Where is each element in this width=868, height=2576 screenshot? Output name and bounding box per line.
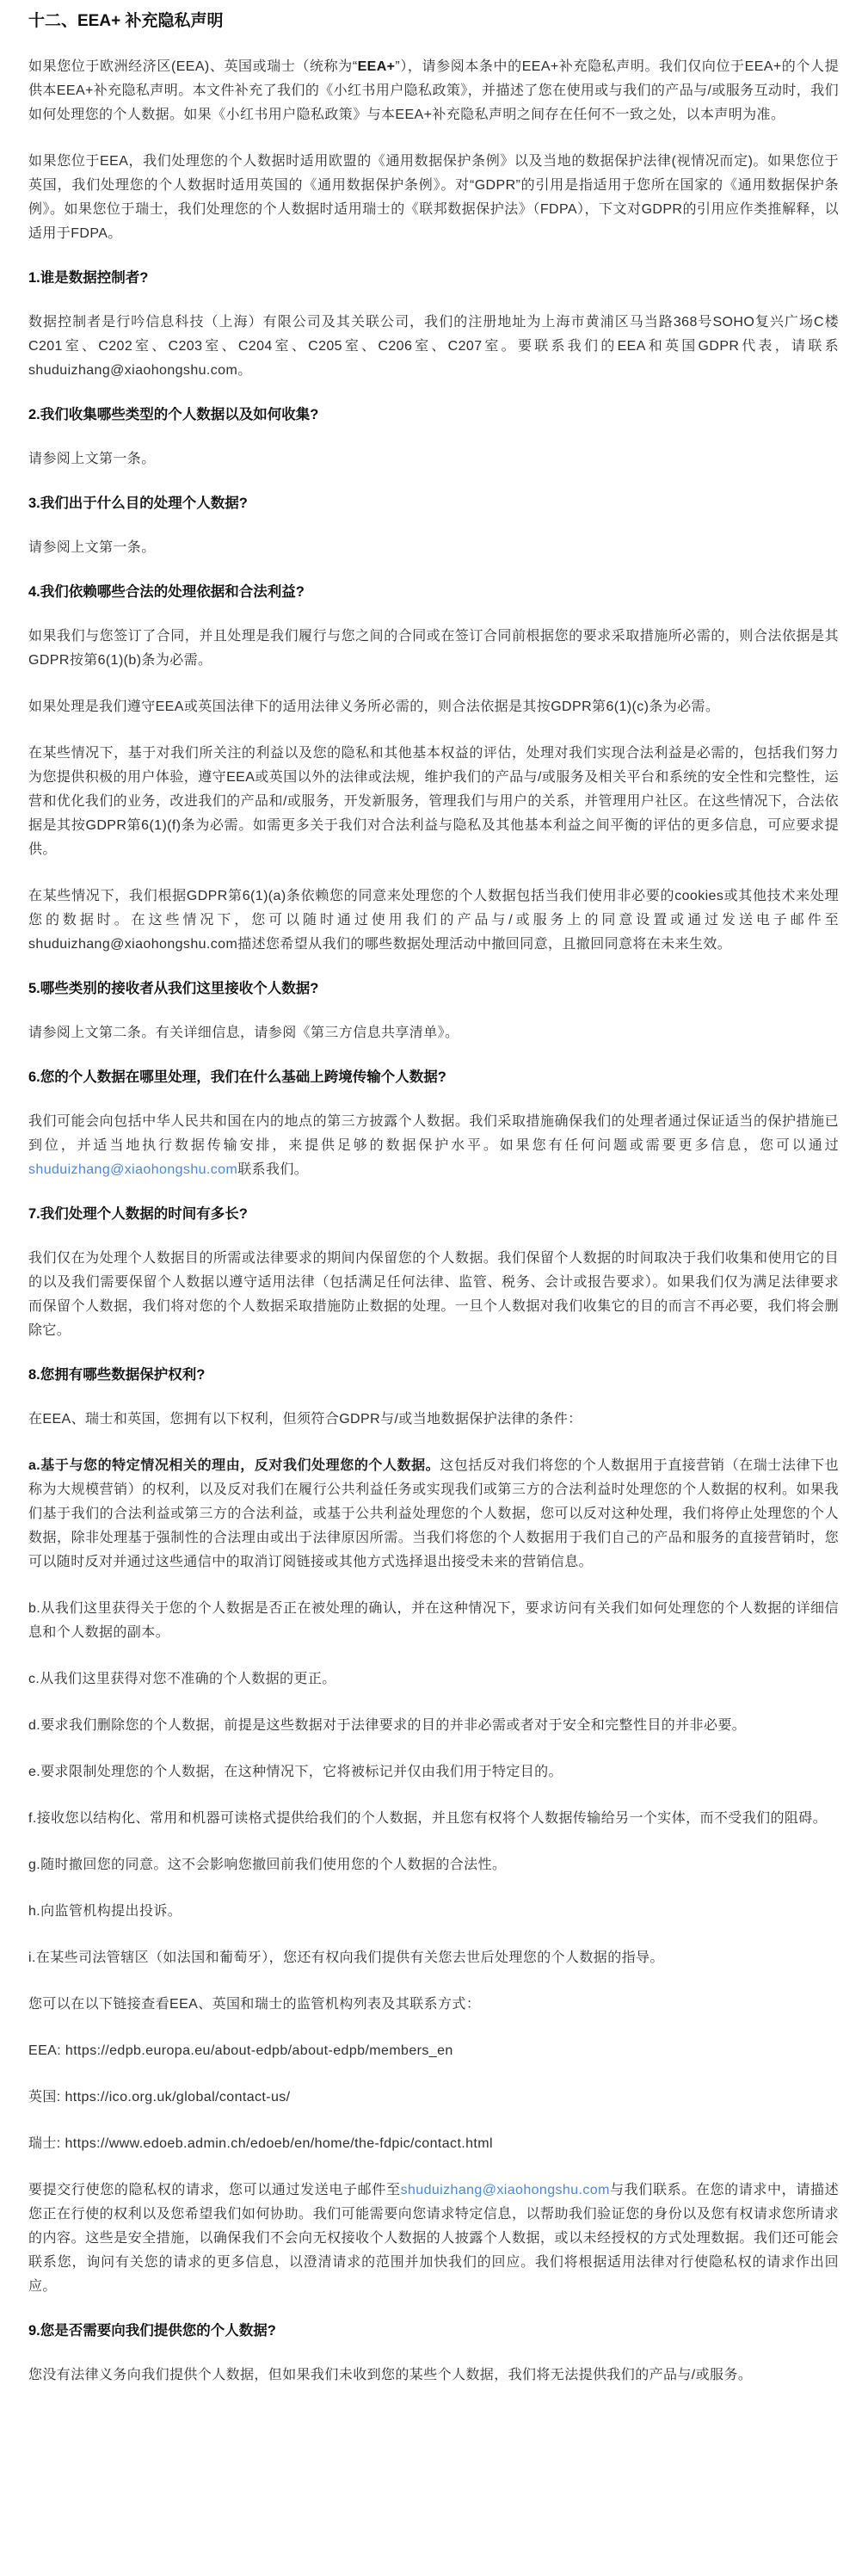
text-run: 8.您拥有哪些数据保护权利? — [28, 1367, 206, 1383]
paragraph — [28, 150, 839, 246]
text-run: 在某些情况下，基于对我们所关注的利益以及您的隐私和其他基本权益的评估，处理对我们实现合法利益是必需的，包括我们努力为您提供积极的用户体验，遵守EEA或英国以外的法律或法规，维护我们的产品与/或服务及相关平台和系统的安全性和完整性，运营和优化我们的业务，改进我们的产品和/或服务，开发新服务，管理我们与用户的关系，并管理用户社区。在这些情况下，合法依据是其按GDPR第6(1)(f)条为必需。如需更多关于我们对合法利益与隐私及其他基本利益之间平衡的评估的更多信息，可应要求提供。 — [28, 746, 839, 857]
bold-text: EEA+ — [357, 59, 396, 74]
text-run: 如果处理是我们遵守EEA或英国法律下的适用法律义务所必需的，则合法依据是其按GDPR第6(1)(c)条为必需。 — [28, 699, 720, 714]
section-heading — [28, 268, 839, 288]
paragraph — [28, 2363, 839, 2388]
text-run: 7.我们处理个人数据的时间有多长? — [28, 1206, 248, 1222]
text-run: 这包括反对我们将您的个人数据用于直接营销（在瑞士法律下也称为大规模营销）的权利，以及反对我们在履行公共利益任务或实现我们或第三方的合法利益时处理您的个人数据的权利。如果我们基于我们的合法利益或第三方的合法利益，或基于公共利益处理您的个人数据，您可以反对这种处理，我们将停止处理您的个人数据，除非处理基于强制性的合法理由或出于法律原因所需。当我们将您的个人数据用于我们自己的产品和服务的直接营销时，您可以随时反对并通过这些通信中的取消订阅链接或其他方式选择退出接受未来的营销信息。 — [28, 1458, 839, 1569]
paragraph — [28, 1946, 839, 1970]
text-run: 如果您位于EEA，我们处理您的个人数据时适用欧盟的《通用数据保护条例》以及当地的数据保护法律(视情况而定)。如果您位于英国，我们处理您的个人数据时适用英国的《通用数据保护条例》。对“GDPR”的引用是指适用于您所在国家的《通用数据保护条例》。如果您位于瑞士，我们处理您的个人数据时适用瑞士的《联邦数据保护法》（FDPA），下文对GDPR的引用应作类推解释，以适用于FDPA。 — [28, 154, 839, 241]
paragraph — [28, 1760, 839, 1784]
text-run: 请参阅上文第一条。 — [28, 452, 156, 466]
text-run: ”），请参阅本条中的EEA+补充隐私声明。我们仅向位于EEA+的个人提供本EEA+补充隐私声明。本文件补充了我们的《小红书用户隐私政策》，并描述了您在使用或与我们的产品与/或服务互动时，我们如何处理您的个人数据。如果《小红书用户隐私政策》与本EEA+补充隐私声明之间存在任何不一致之处，以本声明为准。 — [28, 59, 839, 122]
email-link[interactable]: shuduizhang@xiaohongshu.com — [400, 2183, 610, 2197]
text-run: i.在某些司法管辖区（如法国和葡萄牙），您还有权向我们提供有关您去世后处理您的个人数据的指导。 — [28, 1950, 664, 1965]
email-link[interactable]: shuduizhang@xiaohongshu.com — [28, 1162, 238, 1177]
paragraph — [28, 1408, 839, 1432]
text-run: f.接收您以结构化、常用和机器可读格式提供给我们的个人数据，并且您有权将个人数据传输给另一个实体，而不受我们的阻碍。 — [28, 1811, 828, 1826]
text-run: 3.我们出于什么目的处理个人数据? — [28, 496, 248, 511]
text-run: b.从我们这里获得关于您的个人数据是否正在被处理的确认，并在这种情况下，要求访问有关我们如何处理您的个人数据的详细信息和个人数据的副本。 — [28, 1601, 839, 1640]
text-run: 如果我们与您签订了合同，并且处理是我们履行与您之间的合同或在签订合同前根据您的要求采取措施所必需的，则合法依据是其GDPR按第6(1)(b)条为必需。 — [28, 629, 839, 668]
text-run: 与我们联系。在您的请求中，请描述您正在行使的权利以及您希望我们如何协助。我们可能需要向您请求特定信息，以帮助我们验证您的身份以及您有权请求您所请求的内容。这些是安全措施，以确保我们不会向无权接收个人数据的人披露个人数据，或以未经授权的方式处理数据。我们还可能会联系您，询问有关您的请求的更多信息，以澄清请求的范围并加快我们的回应。我们将根据适用法律对行使隐私权的请求作出回应。 — [28, 2183, 840, 2294]
text-run: 瑞士: https://www.edoeb.admin.ch/edoeb/en/home/the-fdpic/contact.html — [28, 2136, 493, 2151]
text-run: 6.您的个人数据在哪里处理，我们在什么基础上跨境传输个人数据? — [28, 1069, 446, 1085]
paragraph — [28, 1454, 839, 1575]
text-run: 1.谁是数据控制者? — [28, 270, 149, 286]
paragraph — [28, 884, 839, 957]
text-run: 9.您是否需要向我们提供您的个人数据? — [28, 2323, 276, 2339]
text-run: 您没有法律义务向我们提供个人数据，但如果我们未收到您的某些个人数据，我们将无法提供我们的产品与/或服务。 — [28, 2368, 753, 2382]
text-run: 5.哪些类别的接收者从我们这里接收个人数据? — [28, 981, 319, 996]
text-run: g.随时撤回您的同意。这不会影响您撤回前我们使用您的个人数据的合法性。 — [28, 1858, 507, 1872]
section-heading — [28, 1205, 839, 1224]
paragraph — [28, 311, 839, 383]
text-run: c.从我们这里获得对您不准确的个人数据的更正。 — [28, 1672, 336, 1686]
paragraph — [28, 1021, 839, 1045]
paragraph — [28, 55, 839, 127]
paragraph — [28, 2179, 839, 2299]
paragraph — [28, 695, 839, 719]
text-run: 您可以在以下链接查看EEA、英国和瑞士的监管机构列表及其联系方式： — [28, 1997, 481, 2012]
text-run: 要提交行使您的隐私权的请求，您可以通过发送电子邮件至 — [28, 2183, 401, 2197]
text-run: EEA: https://edpb.europa.eu/about-edpb/about-edpb/members_en — [28, 2043, 453, 2058]
paragraph — [28, 1853, 839, 1877]
paragraph — [28, 447, 839, 471]
document-blocks — [28, 55, 839, 2388]
text-run: 4.我们依赖哪些合法的处理依据和合法利益? — [28, 584, 305, 600]
text-run: 如果您位于欧洲经济区(EEA)、英国或瑞士（统称为“ — [28, 59, 358, 74]
text-run: 请参阅上文第二条。有关详细信息，请参阅《第三方信息共享清单》。 — [28, 1026, 459, 1040]
section-heading — [28, 2321, 839, 2341]
paragraph — [28, 625, 839, 673]
text-run: 2.我们收集哪些类型的个人数据以及如何收集? — [28, 407, 319, 422]
paragraph — [28, 2039, 839, 2063]
paragraph — [28, 1714, 839, 1738]
paragraph — [28, 1667, 839, 1692]
text-run: 在EEA、瑞士和英国，您拥有以下权利，但须符合GDPR与/或当地数据保护法律的条件： — [28, 1412, 582, 1427]
paragraph — [28, 2132, 839, 2156]
paragraph — [28, 1597, 839, 1645]
paragraph — [28, 2086, 839, 2110]
paragraph — [28, 1110, 839, 1182]
text-run: 在某些情况下，我们根据GDPR第6(1)(a)条依赖您的同意来处理您的个人数据包括当我们使用非必要的cookies或其他技术来处理您的数据时。在这些情况下，您可以随时通过使用我们的产品与/或服务上的同意设置或通过发送电子邮件至shuduizhang@xiaohongshu.com描述您希望从我们的哪些数据处理活动中撤回同意，且撤回同意将在未来生效。 — [28, 889, 839, 952]
section-heading — [28, 405, 839, 425]
text-run: h.向监管机构提出投诉。 — [28, 1904, 182, 1919]
text-run: e.要求限制处理您的个人数据，在这种情况下，它将被标记并仅由我们用于特定目的。 — [28, 1765, 563, 1779]
text-run: 我们仅在为处理个人数据目的所需或法律要求的期间内保留您的个人数据。我们保留个人数据的时间取决于我们收集和使用它的目的以及我们需要保留个人数据以遵守适用法律（包括满足任何法律、监管、税务、会计或报告要求）。如果我们仅为满足法律要求而保留个人数据，我们将对您的个人数据采取措施防止数据的处理。一旦个人数据对我们收集它的目的而言不再必要，我们将会删除它。 — [28, 1251, 839, 1338]
section-heading — [28, 582, 839, 602]
section-heading — [28, 1068, 839, 1088]
paragraph — [28, 1900, 839, 1924]
page-title: 十二、EEA+ 补充隐私声明 — [28, 12, 224, 30]
text-run: d.要求我们删除您的个人数据，前提是这些数据对于法律要求的目的并非必需或者对于安全和完整性目的并非必要。 — [28, 1718, 747, 1733]
paragraph — [28, 536, 839, 560]
text-run: 英国: https://ico.org.uk/global/contact-us/ — [28, 2090, 291, 2105]
paragraph — [28, 742, 839, 862]
paragraph — [28, 1993, 839, 2017]
bold-text: a.基于与您的特定情况相关的理由，反对我们处理您的个人数据。 — [28, 1458, 440, 1473]
text-run: 请参阅上文第一条。 — [28, 540, 156, 555]
paragraph — [28, 1247, 839, 1343]
text-run: 数据控制者是行吟信息科技（上海）有限公司及其关联公司，我们的注册地址为上海市黄浦区马当路368号SOHO复兴广场C楼C201室、C202室、C203室、C204室、C205室、C206室、C207室。要联系我们的EEA和英国GDPR代表，请联系shuduizhang@xiaohongshu.com。 — [28, 315, 839, 378]
text-run: 联系我们。 — [237, 1162, 309, 1177]
text-run: 我们可能会向包括中华人民共和国在内的地点的第三方披露个人数据。我们采取措施确保我们的处理者通过保证适当的保护措施已到位，并适当地执行数据传输安排，来提供足够的数据保护水平。如果您有任何问题或需要更多信息，您可以通过 — [28, 1114, 839, 1153]
section-heading — [28, 979, 839, 999]
paragraph — [28, 1807, 839, 1831]
section-heading — [28, 494, 839, 514]
section-heading — [28, 1365, 839, 1385]
